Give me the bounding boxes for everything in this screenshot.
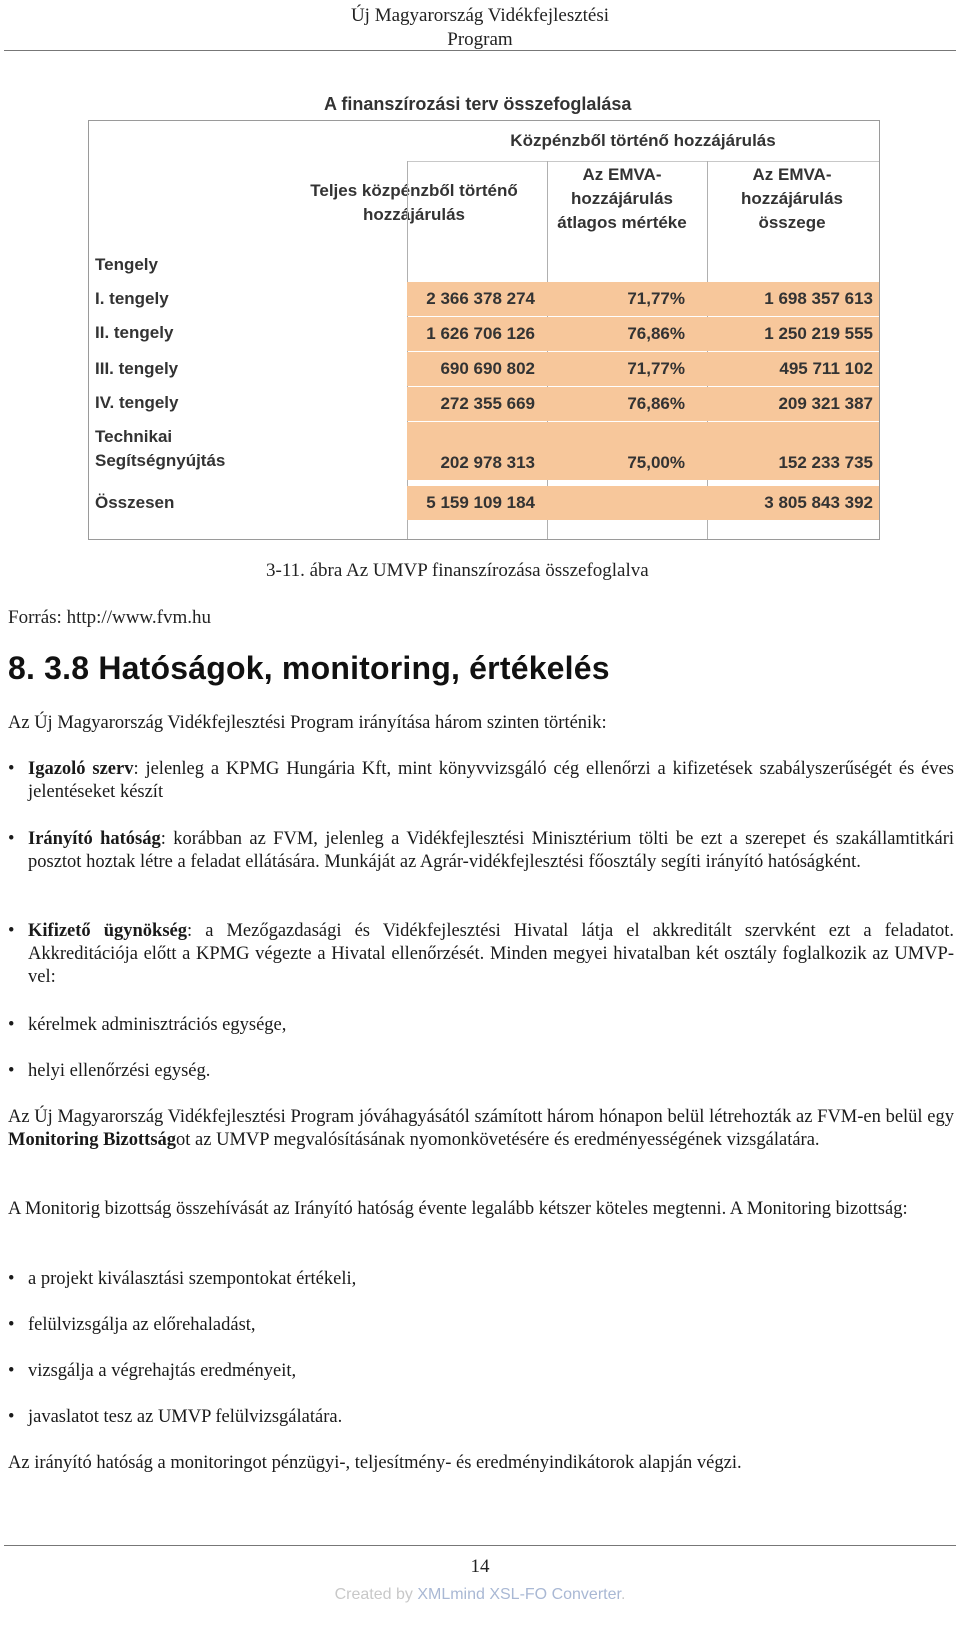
cell-rate: 76,86% bbox=[627, 324, 685, 343]
cell-rate: 76,86% bbox=[627, 394, 685, 413]
bullet-icon: • bbox=[8, 921, 15, 941]
row-label: III. tengely bbox=[95, 359, 179, 378]
header-line-2: Program bbox=[447, 29, 513, 50]
paragraph-text: ot az UMVP megvalósításának nyomonkövetésére és eredményességének vizsgálatára. bbox=[176, 1130, 820, 1150]
cell-total: 2 366 378 274 bbox=[426, 289, 535, 308]
list-item: felülvizsgálja az előrehaladást, bbox=[28, 1315, 256, 1335]
bullet-icon: • bbox=[8, 1269, 15, 1289]
list-item-text: : korábban az FVM, jelenleg a Vidékfejlesztési Minisztérium tölti be ezt a szerepet és szakállamtitkári posztot hoztak létre a feladat ellátására. Munkáját az Agrár-vidékfejlesztési főosztály segíti irányító hatóságként. bbox=[28, 829, 954, 872]
list-item-term: Kifizető ügynökség bbox=[28, 921, 187, 941]
section-heading: 8. 3.8 Hatóságok, monitoring, értékelés bbox=[8, 650, 610, 686]
row-label-line-2: Segítségnyújtás bbox=[95, 451, 226, 470]
bullet-icon: • bbox=[8, 1315, 15, 1335]
column-header-rate: Az EMVA-hozzájárulás átlagos mértéke bbox=[557, 165, 687, 232]
table-row bbox=[407, 352, 879, 386]
list-item bbox=[28, 920, 954, 989]
list-item-term: Igazoló szerv bbox=[28, 759, 134, 779]
list-item-text: : jelenleg a KPMG Hungária Kft, mint könyvvizsgáló cég ellenőrzi a kifizetések szabályszerűségét és éves jelentéseket készít bbox=[28, 759, 955, 802]
list-item bbox=[28, 758, 954, 804]
figure-title: A finanszírozási terv összefoglalása bbox=[324, 94, 632, 114]
cell-total: 690 690 802 bbox=[440, 359, 535, 378]
row-label: Összesen bbox=[95, 493, 175, 512]
cell-emva: 152 233 735 bbox=[778, 453, 873, 472]
column-header-emva: Az EMVA-hozzájárulás összege bbox=[740, 165, 844, 232]
table-row bbox=[407, 282, 879, 316]
cell-rate: 71,77% bbox=[627, 289, 685, 308]
bullet-icon: • bbox=[8, 1361, 15, 1381]
row-label bbox=[95, 425, 225, 473]
cell-rate bbox=[557, 486, 685, 520]
bullet-icon: • bbox=[8, 1407, 15, 1427]
cell-rate: 75,00% bbox=[627, 453, 685, 472]
list-item: a projekt kiválasztási szempontokat értékeli, bbox=[28, 1269, 357, 1289]
row-label-line-1: Technikai bbox=[95, 427, 173, 446]
cell-emva: 1 250 219 555 bbox=[764, 324, 873, 343]
row-label: IV. tengely bbox=[95, 393, 179, 412]
financing-table bbox=[88, 120, 880, 540]
paragraph-text: Az Új Magyarország Vidékfejlesztési Program jóváhagyásától számított három hónapon belül létrehozták az FVM-en belül egy bbox=[8, 1107, 954, 1127]
credit-brand: XMLmind XSL-FO Converter bbox=[417, 1586, 621, 1603]
cell-total: 202 978 313 bbox=[440, 453, 535, 472]
axis-header: Tengely bbox=[95, 255, 158, 274]
bullet-icon: • bbox=[8, 1061, 15, 1081]
table-row bbox=[407, 422, 879, 480]
header-divider bbox=[4, 50, 956, 51]
cell-total: 1 626 706 126 bbox=[426, 324, 535, 343]
cell-total: 272 355 669 bbox=[440, 394, 535, 413]
list-item: kérelmek adminisztrációs egysége, bbox=[28, 1015, 287, 1035]
credit-suffix: . bbox=[620, 1586, 626, 1603]
figure-caption: 3-11. ábra Az UMVP finanszírozása összefoglalva bbox=[266, 560, 649, 581]
financing-table-figure bbox=[88, 92, 878, 548]
cell-rate: 71,77% bbox=[627, 359, 685, 378]
table-row bbox=[407, 317, 879, 351]
closing-paragraph: Az irányító hatóság a monitoringot pénzügyi-, teljesítmény- és eredményindikátorok alapján végzi. bbox=[8, 1453, 742, 1473]
converter-credit bbox=[0, 1586, 960, 1604]
list-item-term: Irányító hatóság bbox=[28, 829, 161, 849]
intro-paragraph: Az Új Magyarország Vidékfejlesztési Program irányítása három szinten történik: bbox=[8, 713, 607, 733]
list-item bbox=[28, 828, 954, 874]
bullet-icon: • bbox=[8, 1015, 15, 1035]
footer-divider bbox=[4, 1545, 956, 1546]
page-number: 14 bbox=[470, 1556, 490, 1577]
bullet-icon: • bbox=[8, 829, 15, 849]
monitoring-paragraph bbox=[8, 1106, 954, 1152]
list-item: helyi ellenőrzési egység. bbox=[28, 1061, 211, 1081]
running-header bbox=[0, 4, 960, 52]
credit-prefix: Created by bbox=[334, 1586, 418, 1603]
list-item: javaslatot tesz az UMVP felülvizsgálatára. bbox=[28, 1407, 343, 1427]
monitoring-committee-paragraph: A Monitorig bizottság összehívását az Irányító hatóság évente legalább kétszer köteles megtenni. A Monitoring bizottság: bbox=[8, 1199, 908, 1219]
list-item: vizsgálja a végrehajtás eredményeit, bbox=[28, 1361, 297, 1381]
cell-total: 5 159 109 184 bbox=[426, 493, 535, 512]
paragraph-bold: Monitoring Bizottság bbox=[8, 1130, 177, 1150]
group-header: Közpénzből történő hozzájárulás bbox=[510, 131, 776, 150]
row-label: II. tengely bbox=[95, 323, 174, 342]
bullet-icon: • bbox=[8, 759, 15, 779]
cell-emva: 1 698 357 613 bbox=[764, 289, 873, 308]
figure-source: Forrás: http://www.fvm.hu bbox=[8, 607, 212, 628]
column-header-total: Teljes közpénzből történő hozzájárulás bbox=[310, 181, 518, 224]
cell-emva: 495 711 102 bbox=[779, 359, 873, 378]
cell-emva: 3 805 843 392 bbox=[764, 493, 873, 512]
table-row bbox=[407, 486, 879, 520]
header-divider-line bbox=[407, 161, 879, 162]
header-line-1: Új Magyarország Vidékfejlesztési bbox=[350, 5, 610, 26]
cell-emva: 209 321 387 bbox=[778, 394, 873, 413]
list-item-text: : a Mezőgazdasági és Vidékfejlesztési Hivatal látja el akkreditált szervként ezt a feladatot. Akkreditációja előtt a KPMG végezte a Hivatal ellenőrzését. Minden megyei hivatalban két osztály foglalkozik az UMVP-vel: bbox=[28, 921, 954, 987]
row-label: I. tengely bbox=[95, 289, 169, 308]
table-row bbox=[407, 387, 879, 421]
